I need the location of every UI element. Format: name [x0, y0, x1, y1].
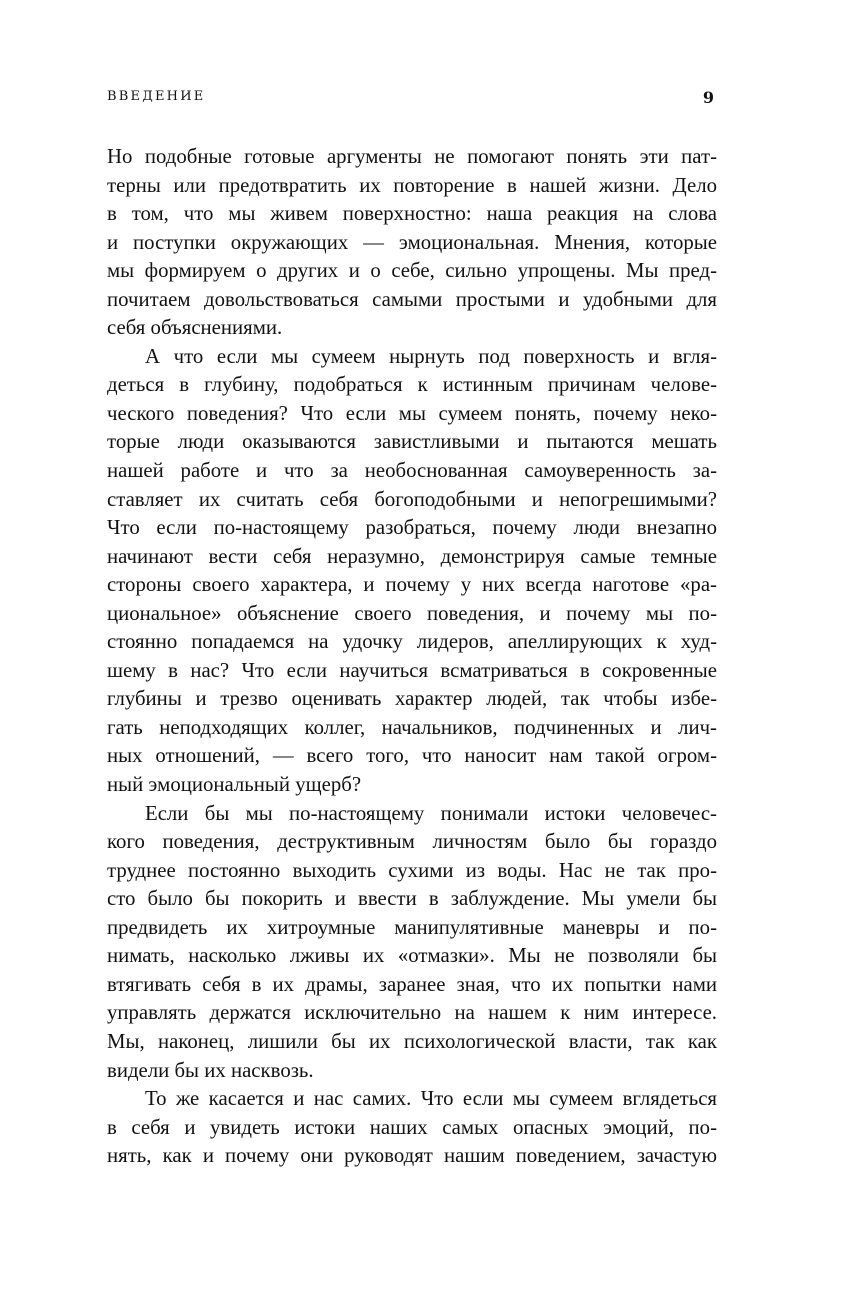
text-line: начинают вести себя неразумно, демонстрируя самые темные — [107, 544, 717, 568]
text-line: А что если мы сумеем нырнуть под поверхность и вгля- — [145, 344, 717, 368]
text-line: ставляет их считать себя богоподобными и непогрешимыми? — [107, 487, 717, 511]
text-line: ный эмоциональный ущерб? — [107, 773, 362, 797]
text-line: ных отношений, — всего того, что наносит нам такой огром- — [107, 744, 717, 768]
text-line: гать неподходящих коллег, начальников, подчиненных и лич- — [107, 715, 717, 739]
text-line: нашей работе и что за необоснованная самоуверенность за- — [107, 459, 717, 483]
text-line: Что если по-настоящему разобраться, почему люди внезапно — [107, 516, 717, 540]
text-line: терны или предотвратить их повторение в нашей жизни. Дело — [107, 173, 717, 197]
text-line: Если бы мы по-настоящему понимали истоки человечес- — [145, 801, 717, 825]
running-head: ВВЕДЕНИЕ — [107, 89, 206, 104]
text-line: нимать, насколько лживы их «отмазки». Мы не позволяли бы — [107, 944, 717, 968]
text-line: То же касается и нас самих. Что если мы сумеем вглядеться — [145, 1087, 717, 1111]
text-line: нять, как и почему они руководят нашим поведением, зачастую — [107, 1144, 717, 1168]
text-line: глубины и трезво оценивать характер людей, так чтобы избе- — [107, 687, 717, 711]
text-line: циональное» объяснение своего поведения, и почему мы по- — [107, 601, 717, 625]
body-text — [107, 143, 717, 1171]
page-number: 9 — [702, 88, 714, 107]
text-line: почитаем довольствоваться самыми простыми и удобными для — [107, 287, 717, 311]
text-line: сто было бы покорить и ввести в заблуждение. Мы умели бы — [107, 887, 717, 911]
text-line: втягивать себя в их драмы, заранее зная, что их попытки нами — [107, 972, 717, 996]
text-line: торые люди оказываются завистливыми и пытаются мешать — [107, 430, 717, 454]
text-line: ческого поведения? Что если мы сумеем понять, почему неко- — [107, 401, 717, 425]
text-line: труднее постоянно выходить сухими из воды. Нас не так про- — [107, 858, 717, 882]
text-line: стоянно попадаемся на удочку лидеров, апеллирующих к худ- — [107, 630, 717, 654]
text-line: Мы, наконец, лишили бы их психологической власти, так как — [107, 1029, 717, 1053]
text-line: Но подобные готовые аргументы не помогают понять эти пат- — [107, 145, 717, 168]
text-line: стороны своего характера, и почему у них всегда наготове «ра- — [107, 573, 717, 597]
text-line: видели бы их насквозь. — [107, 1058, 314, 1082]
text-line: управлять держатся исключительно на нашем к ним интересе. — [107, 1001, 717, 1025]
text-line: и поступки окружающих — эмоциональная. Мнения, которые — [107, 230, 717, 254]
text-line: предвидеть их хитроумные манипулятивные маневры и по- — [107, 915, 717, 939]
text-line: кого поведения, деструктивным личностям было бы гораздо — [107, 830, 717, 854]
text-line: в том, что мы живем поверхностно: наша реакция на слова — [107, 202, 717, 226]
text-line: шему в нас? Что если научиться всматриваться в сокровенные — [107, 658, 717, 682]
text-line: в себя и увидеть истоки наших самых опасных эмоций, по- — [107, 1115, 717, 1139]
text-line: себя объяснениями. — [107, 316, 283, 340]
text-line: мы формируем о других и о себе, сильно упрощены. Мы пред- — [107, 259, 717, 283]
text-line: деться в глубину, подобраться к истинным причинам челове- — [107, 373, 717, 397]
